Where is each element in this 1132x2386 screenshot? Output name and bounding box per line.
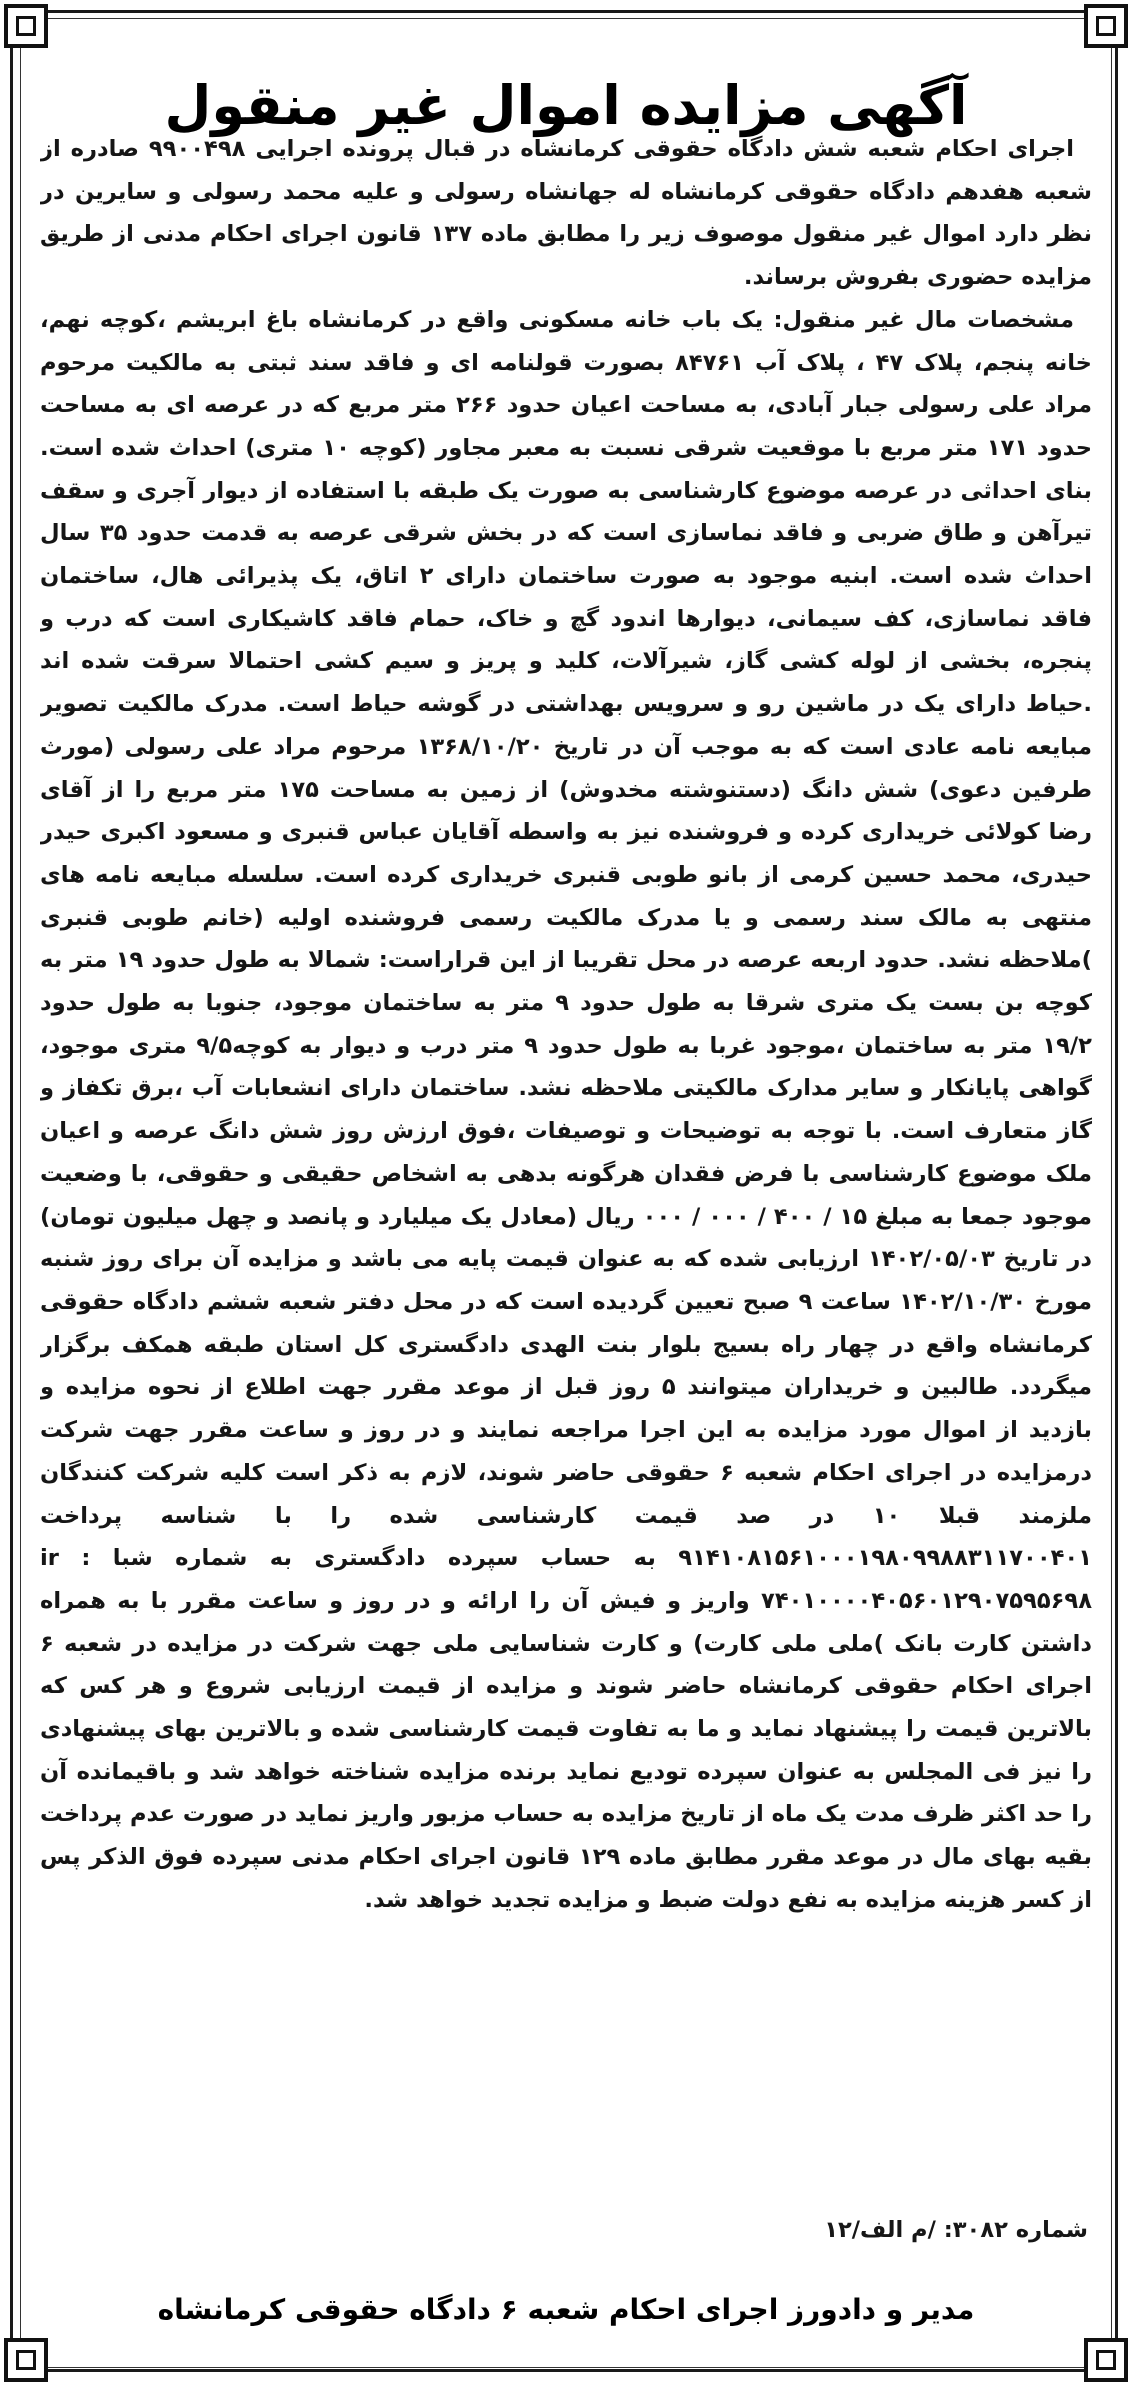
notice-title: آگهی مزایده اموال غیر منقول [164, 74, 968, 138]
signature-line: مدیر و دادورز اجرای احکام شعبه ۶ دادگاه حقوقی کرمانشاه [157, 2293, 975, 2326]
notice-body [40, 128, 1092, 2198]
notice-details-paragraph: مشخصات مال غیر منقول: یک باب خانه مسکونی واقع در کرمانشاه باغ ابریشم ،کوچه نهم، خانه پنجم، پلاک ۴۷ ، پلاک آب ۸۴۷۶۱ بصورت قولنامه ای و فاقد سند ثبتی به مالکیت مرحوم مراد علی رسولی جبار آبادی، به مساحت اعیان حدود ۲۶۶ متر مربع که در عرصه ای به مساحت حدود ۱۷۱ متر مربع با موقعیت شرقی نسبت به معبر مجاور (کوچه ۱۰ متری) احداث شده است. بنای احداثی در عرصه موضوع کارشناسی به صورت یک طبقه با استفاده از دیوار آجری و سقف تیرآهن و طاق ضربی و فاقد نماسازی است که در بخش شرقی عرصه به قدمت حدود ۳۵ سال احداث شده است. ابنیه موجود به صورت ساختمان دارای ۲ اتاق، یک پذیرائی هال، ساختمان فاقد نماسازی، کف سیمانی، دیوارها اندود گچ و خاک، حمام فاقد کاشیکاری است که درب و پنجره، بخشی از لوله کشی گاز، شیرآلات، کلید و پریز و سیم کشی احتمالا سرقت شده اند .حیاط دارای یک در ماشین رو و سرویس بهداشتی در گوشه حیاط است. مدرک مالکیت تصویر مبایعه نامه عادی است که به موجب آن در تاریخ ۱۳۶۸/۱۰/۲۰ مرحوم مراد علی رسولی (مورث طرفین دعوی) شش دانگ (دستنوشته مخدوش) از زمین به مساحت ۱۷۵ متر مربع را از آقای رضا کولائی خریداری کرده و فروشنده نیز به واسطه آقایان عباس قنبری و مسعود اکبری حیدر حیدری، محمد حسین کرمی از بانو طوبی قنبری خریداری کرده است. سلسله مبایعه نامه های منتهی به مالک سند رسمی و یا مدرک مالکیت رسمی فروشنده اولیه (خانم طوبی قنبری )ملاحظه نشد. حدود اربعه عرصه در محل تقریبا از این قراراست: شمالا به طول حدود ۱۹ متر به کوچه بن بست یک متری شرقا به طول حدود ۹ متر به ساختمان موجود، جنوبا به طول حدود ۱۹/۲ متر به ساختمان ،موجود غربا به طول حدود ۹ متر درب و دیوار به کوچه۹/۵ متری موجود، گواهی پایانکار و سایر مدارک مالکیتی ملاحظه نشد. ساختمان دارای انشعابات آب ،برق تکفاز و گاز متعارف است. با توجه به توضیحات و توصیفات ،فوق ارزش روز شش دانگ عرصه و اعیان ملک موضوع کارشناسی با فرض فقدان هرگونه بدهی به اشخاص حقیقی و حقوقی، با وضعیت موجود جمعا به مبلغ ۱۵ / ۴۰۰ / ۰۰۰ / ۰۰۰ ریال (معادل یک میلیارد و پانصد و چهل میلیون تومان) در تاریخ ۱۴۰۲/۰۵/۰۳ ارزیابی شده که به عنوان قیمت پایه می باشد و مزایده آن برای روز شنبه مورخ ۱۴۰۲/۱۰/۳۰ ساعت ۹ صبح تعیین گردیده است که در محل دفتر شعبه ششم دادگاه حقوقی کرمانشاه واقع در چهار راه بسیج بلوار بنت الهدی دادگستری کل استان طبقه همکف برگزار میگردد. طالبین و خریداران میتوانند ۵ روز قبل از موعد مقرر جهت اطلاع از نحوه مزایده و بازدید از اموال مورد مزایده به این اجرا مراجعه نمایند و در روز و ساعت مقرر جهت شرکت درمزایده در اجرای احکام شعبه ۶ حقوقی حاضر شوند، لازم به ذکر است کلیه شرکت کنندگان ملزمند قبلا ۱۰ در صد قیمت کارشناسی شده را با شناسه پرداخت ۹۱۴۱۰۸۱۵۶۱۰۰۰۱۹۸۰۹۹۸۸۳۱۱۷۰۰۴۰۱ به حساب سپرده دادگستری به شماره شبا : ir ۷۴۰۱۰۰۰۰۴۰۵۶۰۱۲۹۰۷۵۹۵۶۹۸ واریز و فیش آن را ارائه و در روز و ساعت مقرر با به همراه داشتن کارت بانک )ملی ملی کارت) و کارت شناسایی ملی جهت شرکت در مزایده در شعبه ۶ اجرای احکام حقوقی کرمانشاه حاضر شوند و مزایده از قیمت ارزیابی شروع و هر کس که بالاترین قیمت را پیشنهاد نماید و ما به تفاوت قیمت کارشناسی شده و بالاترین بهای پیشنهادی را نیز فی المجلس به عنوان سپرده تودیع نماید برنده مزایده شناخته خواهد شد و باقیمانده آن را حد اکثر ظرف مدت یک ماه از تاریخ مزایده به حساب مزبور واریز نماید در صورت عدم پرداخت بقیه بهای مال در موعد مقرر مطابق ماده ۱۲۹ قانون اجرای احکام مدنی سپرده فوق الذکر پس از کسر هزینه مزایده به نفع دولت ضبط و مزایده تجدید خواهد شد. [40, 306, 1092, 1913]
corner-ornament-icon [4, 4, 48, 48]
corner-ornament-icon [1084, 2338, 1128, 2382]
corner-ornament-icon [4, 2338, 48, 2382]
reference-number: شماره ۳۰۸۲: /م الف/۱۲ [824, 2217, 1088, 2243]
notice-intro-paragraph: اجرای احکام شعبه شش دادگاه حقوقی کرمانشاه در قبال پرونده اجرایی ۹۹۰۰۴۹۸ صادره از شعبه هفدهم دادگاه حقوقی کرمانشاه له جهانشاه رسولی و علیه محمد رسولی و سایرین در نظر دارد اموال غیر منقول موصوف زیر را مطابق ماده ۱۳۷ قانون اجرای احکام مدنی از طریق مزایده حضوری بفروش برساند. [40, 136, 1092, 291]
corner-ornament-icon [1084, 4, 1128, 48]
